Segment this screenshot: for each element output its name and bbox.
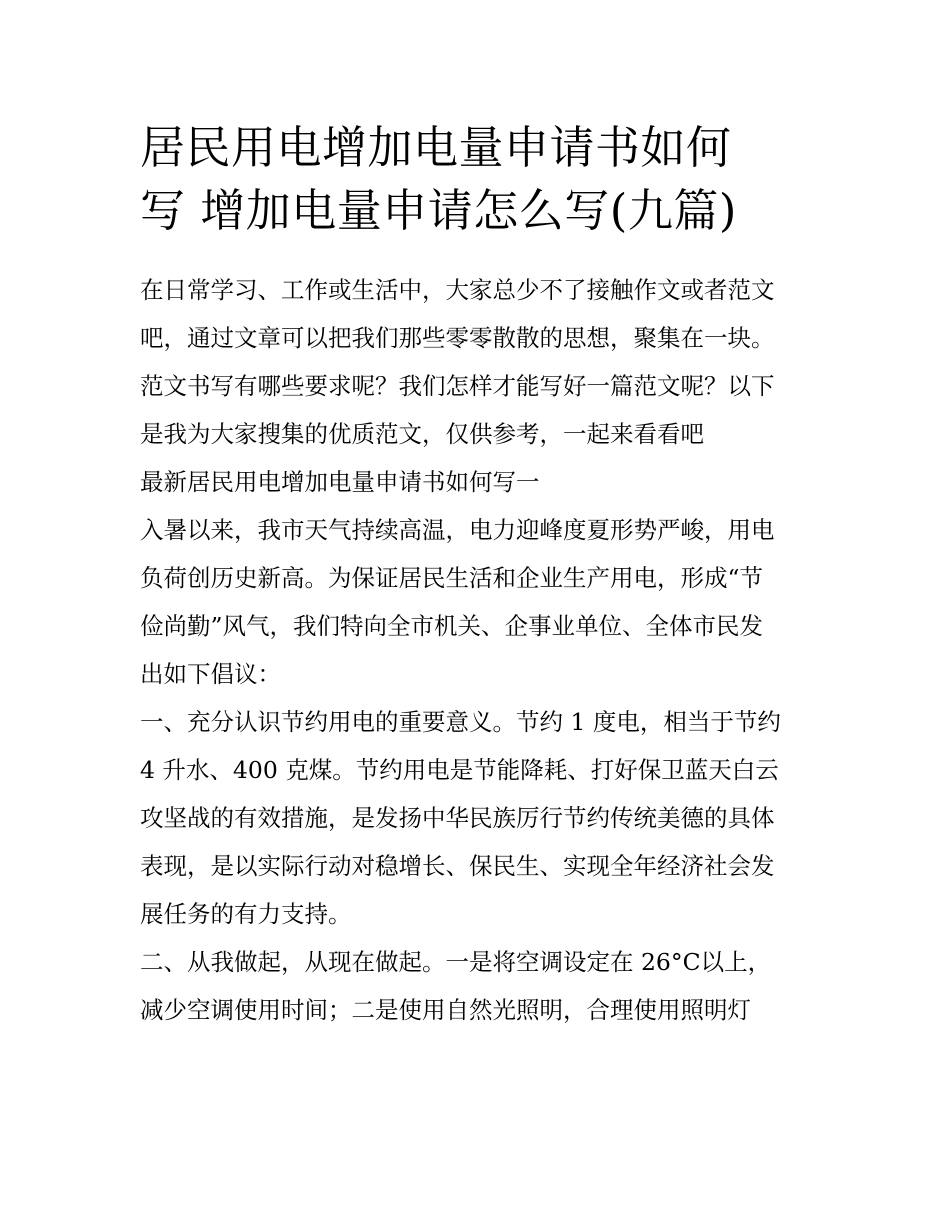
paragraph-line: 展任务的有力支持。 (140, 900, 352, 928)
paragraph-line: 表现，是以实际行动对稳增长、保民生、实现全年经济社会发 (140, 852, 775, 880)
paragraph-line: 负荷创历史新高。为保证居民生活和企业生产用电，形成“节 (140, 564, 764, 592)
paragraph-line: 一、充分认识节约用电的重要意义。节约 1 度电，相当于节约 (140, 708, 781, 736)
paragraph-line: 攻坚战的有效措施，是发扬中华民族厉行节约传统美德的具体 (140, 804, 775, 832)
paragraph-line: 4 升水、400 克煤。节约用电是节能降耗、打好保卫蓝天白云 (140, 756, 779, 784)
section-heading: 最新居民用电增加电量申请书如何写一 (140, 468, 540, 496)
paragraph-line: 俭尚勤”风气，我们特向全市机关、企事业单位、全体市民发 (140, 612, 764, 640)
intro-line: 范文书写有哪些要求呢？我们怎样才能写好一篇范文呢？以下 (140, 372, 775, 400)
paragraph-line: 入暑以来，我市天气持续高温，电力迎峰度夏形势严峻，用电 (140, 516, 775, 544)
document-body (140, 266, 820, 1034)
intro-line: 在日常学习、工作或生活中，大家总少不了接触作文或者范文 (140, 276, 775, 304)
intro-line: 是我为大家搜集的优质范文，仅供参考，一起来看看吧 (140, 420, 704, 448)
document-title (140, 116, 820, 242)
title-line: 居民用电增加电量申请书如何 (140, 121, 732, 174)
document-page (140, 116, 820, 1034)
paragraph-line: 减少空调使用时间；二是使用自然光照明，合理使用照明灯 (140, 996, 751, 1024)
paragraph-line: 出如下倡议： (140, 660, 281, 688)
intro-line: 吧，通过文章可以把我们那些零零散散的思想，聚集在一块。 (140, 324, 775, 352)
title-line: 写 增加电量申请怎么写(九篇) (140, 184, 737, 237)
paragraph-line: 二、从我做起，从现在做起。一是将空调设定在 26°C以上， (140, 948, 772, 976)
